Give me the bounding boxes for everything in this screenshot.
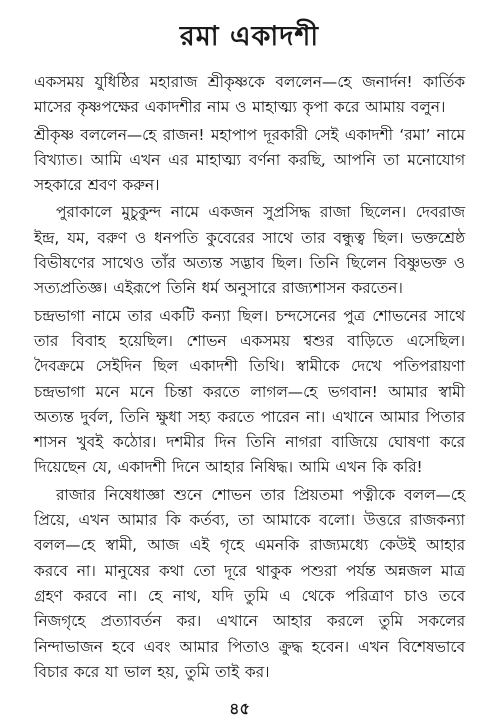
chapter-title: রমা একাদশী xyxy=(179,21,320,52)
page-number: ৪৫ xyxy=(229,699,250,718)
paragraph-5: রাজার নিষেধাজ্ঞা শুনে শোভন তার প্রিয়তমা পত্নীকে বলল—হে প্রিয়ে, এখন আমার কি কর্তব্য, তা আমাকে বলো। উত্তরে রাজকন্যা বলল—হে স্বামী, আজ এই গৃহে এমনকি রাজ্যমধ্যে কেউই আহার করবে না। মানুষের কথা তো দূরে থাকুক পশুরা পর্যন্ত অন্নজল মাত্র গ্রহণ করবে না। হে নাথ, যদি তুমি এ থেকে পরিত্রাণ চাও তবে নিজগৃহে প্রত্যাবর্তন কর। এখানে আহার করলে তুমি সকলের নিন্দাভাজন হবে এবং আমার পিতাও ক্রুদ্ধ হবেন। এখন বিশেষভাবে বিচার করে যা ভাল হয়, তুমি তাই কর। xyxy=(34,485,465,681)
paragraph-2: শ্রীকৃষ্ণ বললেন—হে রাজন! মহাপাপ দূরকারী সেই একাদশী ‘রমা’ নামে বিখ্যাত। আমি এখন এর মাহাত্ম্য বর্ণনা করছি, আপনি তা মনোযোগ সহকারে শ্রবণ করুন। xyxy=(34,125,465,195)
paragraph-1: একসময় যুধিষ্ঠির মহারাজ শ্রীকৃষ্ণকে বললেন—হে জনার্দন! কার্তিক মাসের কৃষ্ণপক্ষের একাদশীর নাম ও মাহাত্ম্য কৃপা করে আমায় বলুন। xyxy=(34,73,465,117)
paragraph-4: চন্দ্রভাগা নামে তার একটি কন্যা ছিল। চন্দসেনের পুত্র শোভনের সাথে তার বিবাহ হয়েছিল। শোভন একসময় শ্বশুর বাড়িতে এসেছিল। দৈবক্রমে সেইদিন ছিল একাদশী তিথি। স্বামীকে দেখে পতিপরায়ণা চন্দ্রভাগা মনে মনে চিন্তা করতে লাগল—হে ভগবান! আমার স্বামী অত্যন্ত দুর্বল, তিনি ক্ষুধা সহ্য করতে পারেন না। এখানে আমার পিতার শাসন খুবই কঠোর। দশমীর দিন তিনি নাগরা বাজিয়ে ঘোষণা করে দিয়েছেন যে, একাদশী দিনে আহার নিষিদ্ধ। আমি এখন কি করি! xyxy=(34,306,465,477)
paragraph-3: পুরাকালে মুচুকুন্দ নামে একজন সুপ্রসিদ্ধ রাজা ছিলেন। দেবরাজ ইন্দ্র, যম, বরুণ ও ধনপতি কুবেরের সাথে তার বন্ধুত্ব ছিল। ভক্তশ্রেষ্ঠ বিভীষণের সাথেও তাঁর অত্যন্ত সদ্ভাব ছিল। তিনি ছিলেন বিষ্ণুভক্ত ও সত্যপ্রতিজ্ঞ। এইরূপে তিনি ধর্ম অনুসারে রাজ্যশাসন করতেন। xyxy=(34,203,465,298)
